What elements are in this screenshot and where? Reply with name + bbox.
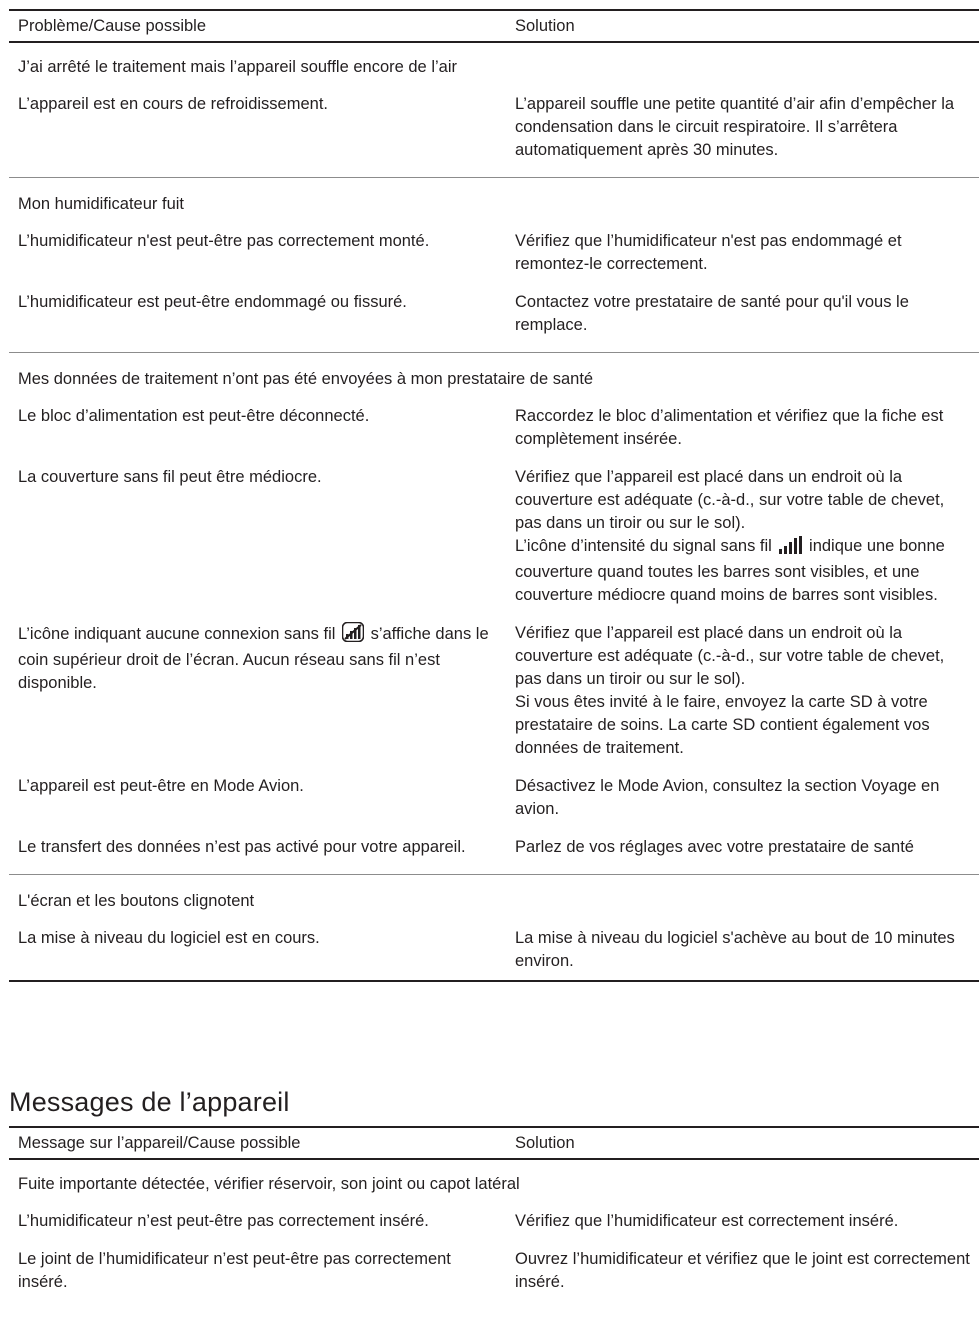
table-row: [9, 927, 979, 981]
cause-cell: Le transfert des données n’est pas activé pour votre appareil.: [9, 836, 506, 875]
cause-cell: [9, 622, 506, 775]
group-heading-row: [9, 178, 979, 231]
table-row: [9, 93, 979, 178]
table-row: [9, 836, 979, 875]
cause-cell: L’humidificateur est peut-être endommagé ou fissuré.: [9, 291, 506, 353]
table-row: [9, 466, 979, 622]
solution-cell: Vérifiez que l’humidificateur est correctement inséré.: [515, 1212, 899, 1230]
cause-cell: L’appareil est en cours de refroidissement.: [9, 93, 506, 178]
solution-text-a: Vérifiez que l’appareil est placé dans un endroit où la couverture est adéquate (c.-à-d., sur votre table de chevet, pas dans un tiroir ou sur le sol).: [515, 468, 945, 532]
group-heading-row: [9, 353, 979, 406]
solution-cell: [506, 466, 979, 622]
solution-text-b2: indique une bonne couverture quand toutes les barres sont visibles, et une couverture médiocre quand moins de barres sont visibles.: [515, 537, 945, 604]
solution-cell: La mise à niveau du logiciel s'achève au bout de 10 minutes environ.: [506, 927, 979, 981]
solution-cell: [506, 622, 979, 775]
solution-cell: L’appareil souffle une petite quantité d’air afin d’empêcher la condensation dans le circuit respiratoire. Il s’arrêtera automatiquement après 30 minutes.: [506, 93, 979, 178]
cause-cell: Le bloc d’alimentation est peut-être déconnecté.: [18, 407, 370, 425]
table-row: [9, 291, 979, 353]
cause-cell: La couverture sans fil peut être médiocre.: [18, 468, 322, 486]
solution-cell: Contactez votre prestataire de santé pour qu'il vous le remplace.: [506, 291, 979, 353]
solution-cell: Raccordez le bloc d’alimentation et vérifiez que la fiche est complètement insérée.: [515, 407, 944, 448]
no-wireless-connection-icon: [342, 622, 364, 649]
group-heading-row: [9, 1159, 979, 1210]
table-row: [9, 1248, 979, 1309]
wireless-signal-strength-icon: [778, 536, 802, 561]
table-header-row: [9, 1127, 979, 1159]
table-row: [9, 622, 979, 775]
troubleshooting-table: [9, 9, 979, 982]
table-row: [9, 230, 979, 291]
cause-text-2: s’affiche dans le coin supérieur droit de l’écran. Aucun réseau sans fil n’est disponible.: [18, 625, 489, 692]
device-messages-table: [9, 1126, 979, 1309]
solution-text-a: Vérifiez que l’appareil est placé dans un endroit où la couverture est adéquate (c.-à-d., sur votre table de chevet, pas dans un tiroir ou sur le sol).: [515, 624, 945, 688]
solution-cell: Parlez de vos réglages avec votre prestataire de santé: [506, 836, 979, 875]
group-heading-row: [9, 875, 979, 928]
header-solution: Solution: [506, 1127, 979, 1159]
table-header-row: [9, 10, 979, 42]
solution-cell: Désactivez le Mode Avion, consultez la section Voyage en avion.: [515, 777, 940, 818]
solution-text-b: Si vous êtes invité à le faire, envoyez la carte SD à votre prestataire de soins. La carte SD contient également vos données de traitement.: [515, 693, 930, 757]
table-row: [9, 775, 979, 836]
cause-cell: L’humidificateur n'est peut-être pas correctement monté.: [18, 232, 430, 250]
group-heading-row: [9, 42, 979, 93]
group-title: J’ai arrêté le traitement mais l’appareil souffle encore de l’air: [18, 58, 457, 76]
group-title: Fuite importante détectée, vérifier réservoir, son joint ou capot latéral: [18, 1175, 520, 1193]
group-title: Mes données de traitement n’ont pas été envoyées à mon prestataire de santé: [18, 370, 594, 388]
header-message: Message sur l’appareil/Cause possible: [9, 1127, 506, 1159]
table-row: [9, 1210, 979, 1248]
solution-text-b1: L’icône d’intensité du signal sans fil: [515, 537, 772, 555]
solution-cell: Ouvrez l’humidificateur et vérifiez que le joint est correctement inséré.: [515, 1250, 970, 1291]
table-row: [9, 405, 979, 466]
cause-cell: L’appareil est peut-être en Mode Avion.: [18, 777, 304, 795]
cause-text-1: L’icône indiquant aucune connexion sans fil: [18, 625, 336, 643]
cause-cell: Le joint de l’humidificateur n’est peut-être pas correctement inséré.: [18, 1250, 451, 1291]
solution-cell: Vérifiez que l’humidificateur n'est pas endommagé et remontez-le correctement.: [515, 232, 902, 273]
header-solution: Solution: [506, 10, 979, 42]
group-title: Mon humidificateur fuit: [18, 195, 184, 213]
section-heading: Messages de l’appareil: [9, 1087, 290, 1117]
group-title: L'écran et les boutons clignotent: [18, 892, 255, 910]
cause-cell: La mise à niveau du logiciel est en cours.: [9, 927, 506, 981]
header-problem: Problème/Cause possible: [9, 10, 506, 42]
cause-cell: L’humidificateur n’est peut-être pas correctement inséré.: [18, 1212, 429, 1230]
